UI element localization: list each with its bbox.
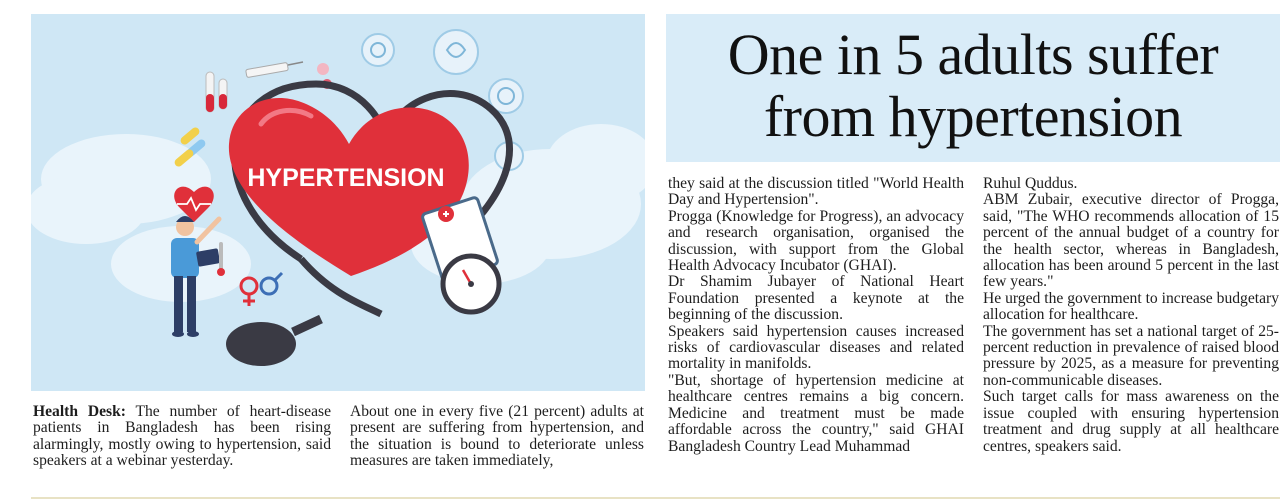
bottom-divider (31, 497, 1280, 499)
paragraph: ABM Zubair, executive director of Progga, said, "The WHO recommends allocation of 15 percent of the annual budget of a country for the health sector, whereas in Bangladesh, allocation has been around 5 percent in the last few years." (983, 191, 1279, 291)
paragraph: The government has set a national target of 25-percent reduction in prevalence of raised blood pressure by 2025, as a measure for preventing non-communicable diseases. (983, 322, 1279, 389)
byline: Health Desk: (33, 403, 126, 420)
illustration-art (31, 14, 645, 391)
lead-paragraph (33, 404, 331, 470)
hypertension-illustration (31, 14, 645, 391)
headline (666, 14, 1280, 162)
pump-bulb (226, 322, 296, 366)
headline-line-1: One in 5 adults suffer (727, 22, 1219, 87)
article-column-4 (983, 176, 1279, 455)
gauge-icon (443, 256, 499, 312)
paragraph: About one in every five (21 percent) adults at present are suffering from hypertension, and the situation is bound to deteriorate unless measures are taken immediately, (350, 403, 644, 470)
article-column-1 (33, 404, 331, 470)
paragraph: Dr Shamim Jubayer of National Heart Foundation presented a keynote at the beginning of the discussion. (668, 273, 964, 324)
paragraph: Such target calls for mass awareness on the issue coupled with ensuring hypertension treatment and drug supply at all healthcare centres, speakers said. (983, 388, 1279, 455)
paragraph: "But, shortage of hypertension medicine at healthcare centres remains a big concern. Medicine and treatment must be made affordable across the country," said GHAI Bangladesh Country Lead Muhammad (668, 371, 964, 455)
heart-label: HYPERTENSION (247, 164, 445, 192)
syringe-icon (246, 62, 303, 78)
paragraph: Ruhul Quddus. (983, 175, 1078, 192)
paragraph: they said at the discussion titled "World Health Day and Hypertension". (668, 175, 964, 209)
test-tube-icon (206, 72, 227, 112)
gender-icon (241, 273, 282, 306)
paragraph: He urged the government to increase budgetary allocation for healthcare. (983, 289, 1279, 324)
headline-line-2: from hypertension (763, 84, 1183, 149)
article-column-3 (668, 176, 964, 455)
article-column-2 (350, 404, 644, 470)
lead-text: The number of heart-disease patients in Bangladesh has been rising alarmingly, mostly owing to hypertension, said speakers at a webinar yesterday. (33, 403, 332, 470)
paragraph: Progga (Knowledge for Progress), an advocacy and research organisation, organised the discussion, with support from the Global Health Advocacy Incubator (GHAI). (668, 207, 964, 275)
paragraph: Speakers said hypertension causes increased risks of cardiovascular diseases and related mortality in manifolds. (668, 322, 964, 373)
